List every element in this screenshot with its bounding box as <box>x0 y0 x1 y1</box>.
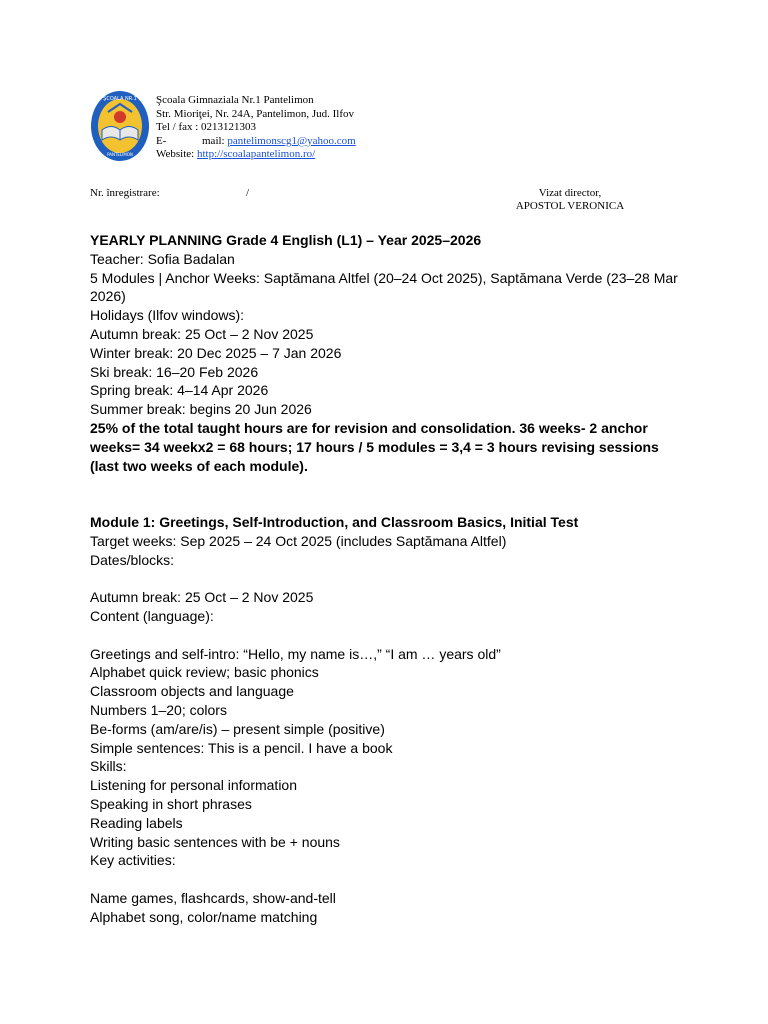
revision-note: 25% of the total taught hours are for revision and consolidation. 36 weeks- 2 anchor weeks= 34 weekx2 = 68 hours; 17 hours / 5 modules = 3,4 = 3 hours revising sessions (last two weeks of each module). <box>90 419 659 474</box>
holiday-item: Autumn break: 25 Oct – 2 Nov 2025 <box>90 325 314 342</box>
skill-item: Writing basic sentences with be + nouns <box>90 833 340 850</box>
skill-item: Listening for personal information <box>90 777 298 794</box>
holiday-item: Summer break: begins 20 Jun 2026 <box>90 401 312 418</box>
holiday-item: Winter break: 20 Dec 2025 – 7 Jan 2026 <box>90 344 342 361</box>
content-item: Alphabet quick review; basic phonics <box>90 664 319 681</box>
content-item: Simple sentences: This is a pencil. I have a book <box>90 739 393 756</box>
svg-text:PANTELIMON: PANTELIMON <box>107 152 133 157</box>
activity-item: Alphabet song, color/name matching <box>90 908 318 925</box>
director-approval <box>470 187 670 214</box>
content-item: Numbers 1–20; colors <box>90 701 227 718</box>
module1-target-weeks: Target weeks: Sep 2025 – 24 Oct 2025 (includes Saptămana Altfel) <box>90 532 507 549</box>
school-info <box>156 94 356 162</box>
school-email-row <box>156 135 356 149</box>
website-label: Website: <box>156 148 197 161</box>
registration-slash: / <box>246 187 250 199</box>
website-link[interactable]: http://scoalapantelimon.ro/ <box>196 148 316 161</box>
holidays-title: Holidays (Ilfov windows): <box>90 307 245 324</box>
skill-item: Reading labels <box>90 814 183 831</box>
school-address: Str. Mioriţei, Nr. 24A, Pantelimon, Jud. Ilfov <box>156 107 354 120</box>
content-item: Classroom objects and language <box>90 683 294 700</box>
planning-content <box>90 231 690 926</box>
plan-teacher: Teacher: Sofia Badalan <box>90 250 235 267</box>
school-logo-icon <box>90 90 150 162</box>
registration-label: Nr. înregistrare: <box>90 187 160 199</box>
module1-activities-label: Key activities: <box>90 852 176 869</box>
holiday-item: Ski break: 16–20 Feb 2026 <box>90 363 259 380</box>
activity-item: Name games, flashcards, show-and-tell <box>90 889 336 906</box>
email-link[interactable]: pantelimonscg1@yahoo.com <box>227 134 356 147</box>
module1-skills-label: Skills: <box>90 758 127 775</box>
school-name: Şcoala Gimnaziala Nr.1 Pantelimon <box>156 94 314 106</box>
svg-text:ŞCOALA NR.1: ŞCOALA NR.1 <box>103 96 137 102</box>
module1-dates-label: Dates/blocks: <box>90 551 175 568</box>
module1-content-label: Content (language): <box>90 607 214 624</box>
plan-modules: 5 Modules | Anchor Weeks: Saptămana Altfel (20–24 Oct 2025), Saptămana Verde (23–28 Mar 2026) <box>90 269 678 305</box>
module1-autumn-break: Autumn break: 25 Oct – 2 Nov 2025 <box>90 589 314 606</box>
content-item: Be-forms (am/are/is) – present simple (positive) <box>90 720 385 737</box>
holiday-item: Spring break: 4–14 Apr 2026 <box>90 382 269 399</box>
school-website-row <box>156 148 356 162</box>
director-label: Vizat director, <box>538 187 602 199</box>
school-phone: Tel / fax : 0213121303 <box>156 121 257 134</box>
plan-title: YEARLY PLANNING Grade 4 English (L1) – Year 2025–2026 <box>90 232 482 248</box>
skill-item: Speaking in short phrases <box>90 795 252 812</box>
email-label: mail: <box>202 134 228 147</box>
director-name: APOSTOL VERONICA <box>515 200 625 213</box>
content-item: Greetings and self-intro: “Hello, my name is…,” “I am … years old” <box>90 645 501 662</box>
email-prefix: E- <box>156 134 167 147</box>
module1-title: Module 1: Greetings, Self-Introduction, and Classroom Basics, Initial Test <box>90 513 579 530</box>
